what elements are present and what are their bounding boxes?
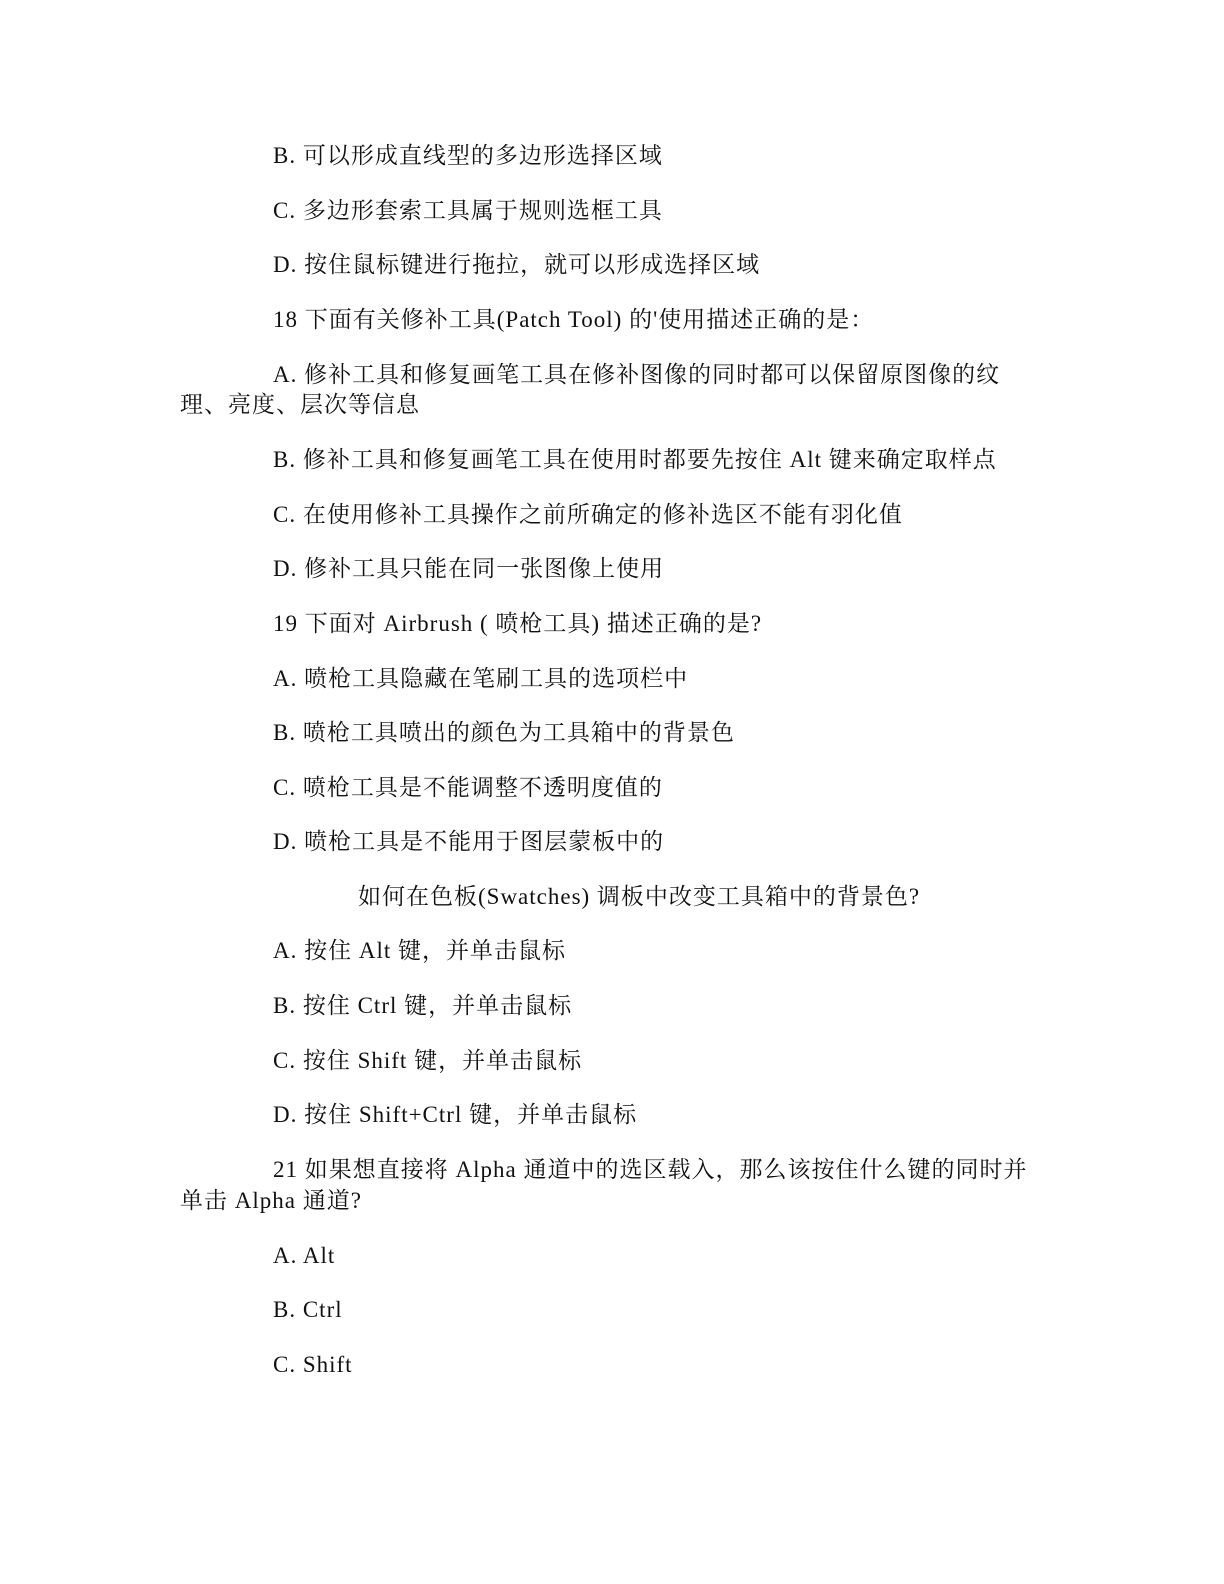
question-21-continued: 单击 Alpha 通道? [180, 1188, 362, 1213]
question-21: 21 如果想直接将 Alpha 通道中的选区载入，那么该按住什么键的同时并 [273, 1157, 1028, 1182]
option-18a-continued: 理、亮度、层次等信息 [180, 392, 420, 417]
option-21c: C. Shift [273, 1352, 353, 1377]
option-20b: B. 按住 Ctrl 键，并单击鼠标 [273, 993, 573, 1018]
option-17d: D. 按住鼠标键进行拖拉，就可以形成选择区域 [273, 252, 761, 277]
option-19c: C. 喷枪工具是不能调整不透明度值的 [273, 775, 663, 800]
option-18d: D. 修补工具只能在同一张图像上使用 [273, 556, 665, 581]
question-20: 如何在色板(Swatches) 调板中改变工具箱中的背景色? [358, 884, 921, 909]
option-18b: B. 修补工具和修复画笔工具在使用时都要先按住 Alt 键来确定取样点 [273, 447, 997, 472]
option-18c: C. 在使用修补工具操作之前所确定的修补选区不能有羽化值 [273, 502, 903, 527]
option-17c: C. 多边形套索工具属于规则选框工具 [273, 198, 663, 223]
option-18a: A. 修补工具和修复画笔工具在修补图像的同时都可以保留原图像的纹 [273, 362, 1001, 387]
question-19: 19 下面对 Airbrush ( 喷枪工具) 描述正确的是? [273, 611, 763, 636]
option-20d: D. 按住 Shift+Ctrl 键，并单击鼠标 [273, 1102, 638, 1127]
option-19a: A. 喷枪工具隐藏在笔刷工具的选项栏中 [273, 666, 689, 691]
option-20a: A. 按住 Alt 键，并单击鼠标 [273, 938, 566, 963]
option-20c: C. 按住 Shift 键，并单击鼠标 [273, 1048, 583, 1073]
option-21b: B. Ctrl [273, 1297, 343, 1322]
option-19d: D. 喷枪工具是不能用于图层蒙板中的 [273, 829, 665, 854]
question-18: 18 下面有关修补工具(Patch Tool) 的'使用描述正确的是： [273, 307, 875, 332]
option-17b: B. 可以形成直线型的多边形选择区域 [273, 143, 663, 168]
option-21a: A. Alt [273, 1243, 336, 1268]
option-19b: B. 喷枪工具喷出的颜色为工具箱中的背景色 [273, 720, 735, 745]
